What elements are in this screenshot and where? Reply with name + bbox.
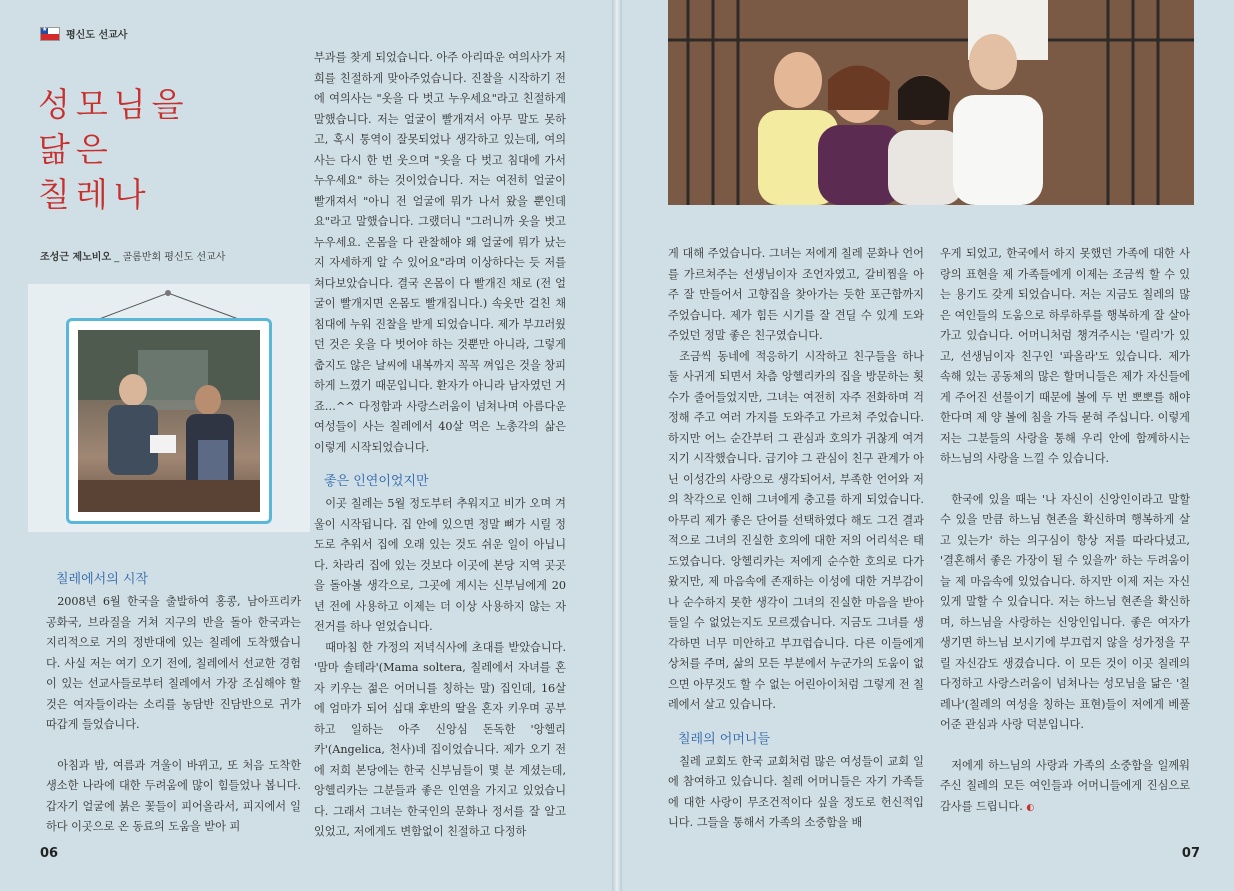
heading-mothers-of-chile: 칠레의 어머니들 (678, 731, 771, 747)
right-column-2 (940, 244, 1190, 818)
nail-icon (165, 290, 171, 296)
photo-frame (28, 284, 310, 532)
paragraph: 아침과 밤, 여름과 겨울이 바뀌고, 또 처음 도착한 생소한 나라에 대한 두려움에 많이 힘들었나 봅니다. 갑자기 얼굴에 붉은 꽃들이 피어올라서, 피지에서 일하다 이곳으로 온 동료의 도움을 받아 피 (46, 758, 301, 833)
paragraph: 때마침 한 가정의 저녁식사에 초대를 받았습니다. '맘마 솔테라'(Mama soltera, 칠레에서 자녀를 혼자 키우는 젊은 어머니를 칭하는 말) 집인데, 16살에 엄마가 되어 십대 후반의 딸을 혼자 키우며 공부하고 일하는 아주 신앙심 돈독한 '앙헬리카'(Angelica, 천사)네 집이었습니다. 제가 오기 전에 저희 본당에는 한국 신부님들이 몇 분 계셨는데, 앙헬리카는 그분들과 좋은 인연을 가지고 있었습니다. 그래서 그녀는 한국인의 문화나 정서를 잘 알고 있었고, 저에게도 변함없이 친절하고 다정하 (314, 640, 566, 838)
paragraph: 조금씩 동네에 적응하기 시작하고 친구들을 하나 둘 사귀게 되면서 차츰 앙헬리카의 집을 방문하는 횟수가 줄어들었지만, 그녀는 여전히 자주 전화하며 걱정해 주고 여러 가지를 도와주고 가르쳐 주었습니다. 하지만 어느 순간부터 그 관심과 호의가 귀찮게 여겨지기 시작했습니다. 급기야 그 관심이 친구 관계가 아닌 이성간의 사랑으로 생각되어서, 부족한 언어와 저의 착각으로 인해 그녀에게 충고를 하게 되었습니다. 아무리 제가 좋은 단어를 선택하였다 해도 그건 결과적으로 그녀의 진실한 호의에 대한 저의 어리석은 태도였습니다. 앙헬리카는 저에게 순수한 호의로 다가왔지만, 제 마음속에 존재하는 이성에 대한 거부감이나 순수하지 못한 생각이 그녀의 진실한 마음을 받아들일 수 없었는지도 모르겠습니다. 지금도 그녀를 생각하면 너무 미안하고 부끄럽습니다. 다른 이들에게 상처를 주며, 삶의 모든 부분에서 누군가의 도움이 없으면 아무것도 할 수 없는 어린아이처럼 그렇게 전 칠레에서 살고 있습니다. (668, 349, 924, 711)
paragraph: 칠레 교회도 한국 교회처럼 많은 여성들이 교회 일에 참여하고 있습니다. 칠레 어머니들은 자기 가족들에 대한 사랑이 무조건적이다 싶을 정도로 헌신적입니다. 그들을 통해서 가족의 소중함을 배 (668, 754, 924, 829)
paragraph: 부과를 찾게 되었습니다. 아주 아리따운 여의사가 저희를 친절하게 맞아주었습니다. 진찰을 시작하기 전에 여의사는 "옷을 다 벗고 누우세요"라고 친절하게 말했습니다. 저는 얼굴이 빨개져서 아무 말도 못하고, 혹시 통역이 잘못되었나 생각하고 있는데, 여의사는 다시 한 번 웃으며 "옷을 다 벗고 침대에 가서 누우세요" 하는 것이었습니다. 저는 여전히 얼굴이 빨개져서 "아니 전 얼굴에 뭐가 나서 왔을 뿐인데요"라고 말했습니다. 그랬더니 "그러니까 옷을 벗고 누우세요. 온몸을 다 관찰해야 왜 얼굴에 뭐가 났는지 자세하게 알 수 있어요"라며 이상하다는 듯 저를 쳐다보았습니다. 결국 온몸이 다 빨개진 채로 (전 얼굴이 빨개지면 온몸도 빨개집니다.) 속옷만 걸친 채 침대에 누워 진찰을 받게 되었습니다. 제가 부끄러웠던 것은 옷을 다 벗어야 하는 것뿐만 아니라, 그렇게 춥지도 않은 날씨에 내복까지 꼭꼭 껴입은 것을 창피하게 느꼈기 때문입니다. 환자가 아니라 남자였던 거죠…^^ 다정함과 사랑스러움이 넘쳐나며 아름다운 여성들이 사는 칠레에서 40살 먹은 노총각의 삶은 이렇게 시작되었습니다. (314, 51, 566, 454)
paragraph: 한국에 있을 때는 '나 자신이 신앙인이라고 말할 수 있을 만큼 하느님 현존을 확신하며 행복하게 살고 있는가' 하는 의구심이 항상 저를 따라다녔고, '결혼해서 좋은 가장이 될 수 있을까' 하는 두려움이 늘 제 마음속에 있었습니다. 하지만 이제 저는 자신 있게 말할 수 있습니다. 저는 하느님 현존을 확신하며, 하느님을 사랑하는 신앙인입니다. 좋은 여자가 생기면 하느님 보시기에 부끄럽지 않을 성가정을 꾸릴 자신감도 생겼습니다. 이 모든 것이 이곳 칠레의 다정하고 사랑스러움이 넘쳐나는 성모님을 닮은 '칠레나'(칠레의 여성을 칭하는 표현)들이 저에게 베풀어준 관심과 사랑 덕분입니다. (940, 492, 1190, 731)
section-label: 평신도 선교사 (66, 30, 128, 41)
author-affiliation: _ 골롬반회 평신도 선교사 (111, 252, 226, 263)
left-column-1 (46, 570, 301, 838)
left-column-2 (314, 48, 566, 843)
chile-flag-icon: ★ (40, 27, 60, 41)
left-page (0, 0, 612, 891)
page-number: 07 (1181, 846, 1200, 861)
author-name: 조성근 제노비오 (40, 252, 112, 263)
paragraph: 2008년 6월 한국을 출발하여 홍콩, 남아프리카 공화국, 브라질을 거쳐 지구의 반을 돌아 한국과는 지리적으로 거의 정반대에 있는 칠레에 도착했습니다. 사실 저는 여기 오기 전에, 칠레에서 선교한 경험이 있는 선교사들로부터 칠레에서 가장 조심해야 할 것은 여자들이라는 소리를 농담반 진담반으로 귀가 따갑게 들었습니다. (46, 595, 301, 731)
photo-consultation (78, 330, 260, 512)
byline (40, 248, 225, 263)
section-header (40, 26, 127, 41)
paragraph: 이곳 칠레는 5월 정도부터 추워지고 비가 오며 겨울이 시작됩니다. 집 안에 있으면 정말 뼈가 시릴 정도로 추워서 집에 오래 있는 것도 쉬운 일이 아닙니다. 차라리 집에 있는 것보다 이곳에 본당 지역 곳곳을 돌아볼 생각으로, 그곳에 계시는 신부님에게 20년 전에 사용하고 이제는 더 이상 사용하지 않는 자전거를 하나 얻었습니다. (314, 497, 566, 633)
closing-text: 저에게 하느님의 사랑과 가족의 소중함을 일께워주신 칠레의 모든 여인들과 어머니들에게 진심으로 감사를 드립니다. (940, 758, 1190, 813)
paragraph: 우게 되었고, 한국에서 하지 못했던 가족에 대한 사랑의 표현을 제 가족들에게 이제는 조금씩 할 수 있는 용기도 갖게 되었습니다. 저는 지금도 칠레의 많은 여인들의 도움으로 하루하루를 행복하게 잘 살아가고 있습니다. 어머니처럼 챙겨주시는 '릴리'가 있고, 선생님이자 친구인 '파올라'도 있습니다. 제가 속해 있는 공동체의 많은 할머니들은 제가 자신들에게 주어진 선물이기 때문에 볼에 두 번 뽀뽀를 해야 한다며 제 양 볼에 침을 가득 묻혀 주십니다. 이렇게 저는 그분들의 사랑을 통해 우리 안에 함께하시는 하느님의 사랑을 느낄 수 있습니다. (940, 247, 1190, 465)
right-column-1 (668, 244, 924, 834)
heading-start-in-chile: 칠레에서의 시작 (56, 572, 149, 587)
end-mark-icon: ◐ (1026, 802, 1035, 813)
right-page (622, 0, 1234, 891)
page-number: 06 (40, 846, 59, 861)
photo-frame-icon (66, 318, 272, 524)
group-photo-icon (668, 0, 1194, 205)
paragraph: 게 대해 주었습니다. 그녀는 저에게 칠레 문화나 언어를 가르쳐주는 선생님이자 조언자였고, 갈비찜을 아주 잘 만들어서 고향집을 찾아가는 듯한 포근함까지 주었습니다. 제가 힘든 시기를 잘 견딜 수 있게 도와주었던 정말 좋은 친구였습니다. (668, 247, 924, 342)
heading-good-relationship: 좋은 인연이었지만 (324, 474, 429, 489)
book-gutter (612, 0, 622, 891)
paragraph (940, 756, 1190, 819)
article-title: 성모님을 닮은 칠레나 (38, 85, 190, 214)
